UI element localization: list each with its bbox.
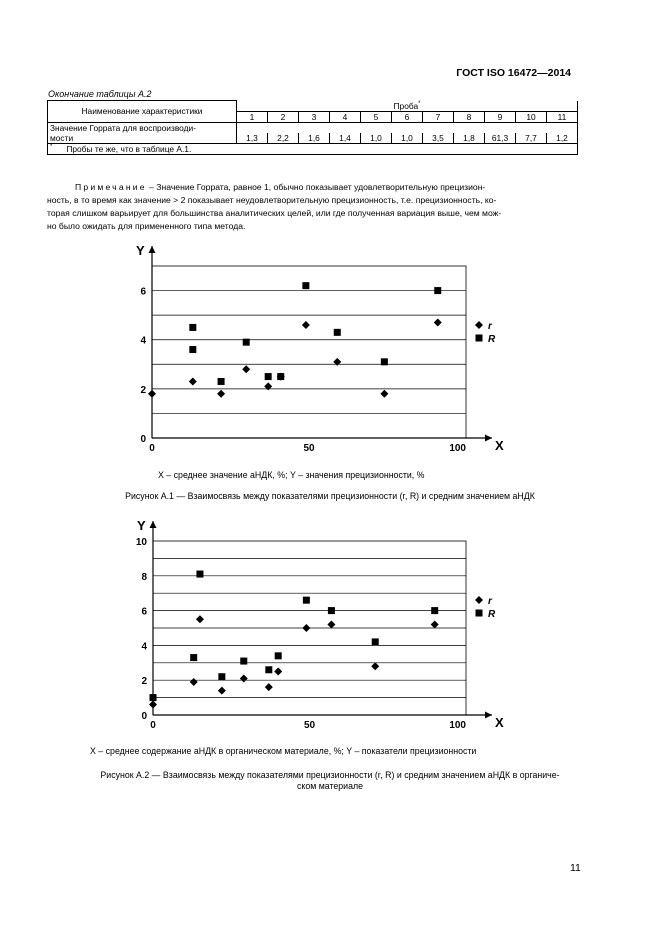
fig2-point-r	[431, 621, 439, 629]
fig2-point-r	[274, 668, 282, 676]
fig2-point-R	[218, 673, 225, 680]
table-value-9: 61,3	[485, 133, 516, 144]
fig1-xtick: 50	[303, 443, 315, 454]
fig2-point-R	[372, 638, 379, 645]
table-row-label-2: мости	[48, 133, 237, 144]
table-col-4: 4	[330, 111, 361, 122]
fig1-point-r	[434, 319, 442, 327]
fig1-xtick: 100	[449, 443, 466, 454]
table-value-4: 1,4	[330, 133, 361, 144]
table-value-3: 1,6	[299, 133, 330, 144]
table-value-5: 1,0	[361, 133, 392, 144]
fig2-xlabel: X	[495, 715, 504, 730]
fig2-xtick: 0	[150, 720, 156, 731]
table-col-1: 1	[237, 111, 268, 122]
note-paragraph: Примечание – Значение Горрата, равное 1, обычно показывает удовлетворительную прецизион- ность, в то время как значение > 2 показывает неудовлетворительную прецизионность, т.е. прецизионность, ко- торая слишком варьирует для большинства аналитических целей, или где полученная вариация выше, чем мож- но было ожидать для примененного типа метода.	[47, 182, 502, 231]
fig2-xtick: 50	[303, 720, 316, 731]
fig1-point-R	[434, 287, 441, 294]
fig1-point-r	[380, 390, 388, 398]
fig1-point-r	[189, 377, 197, 385]
fig2-plot-frame	[153, 541, 466, 715]
fig2-point-r	[240, 674, 248, 682]
fig1-point-R	[334, 329, 341, 336]
horrat-table	[47, 100, 578, 155]
fig1-y-arrow	[149, 246, 156, 253]
table-value-8: 1,8	[454, 133, 485, 144]
fig1-point-R	[218, 378, 225, 385]
fig2-point-R	[275, 652, 282, 659]
fig1-x-arrow	[485, 435, 492, 442]
fig2-point-r	[302, 624, 310, 632]
fig2-xtick: 100	[449, 720, 466, 731]
fig2-point-R	[196, 571, 203, 578]
note-label: Примечание	[75, 182, 147, 192]
fig2-point-r	[265, 683, 273, 691]
table-value-2: 2,2	[268, 133, 299, 144]
fig2-point-R	[431, 607, 438, 614]
fig1-ytick: 6	[140, 286, 146, 298]
fig2-ytick: 0	[141, 711, 147, 722]
fig2-y-arrow	[150, 521, 157, 528]
fig1-point-R	[302, 282, 309, 289]
fig2-x-arrow	[485, 712, 492, 719]
fig2-point-R	[303, 597, 310, 604]
fig1-ytick: 4	[140, 335, 146, 347]
fig1-point-R	[381, 358, 388, 365]
fig2-ytick: 2	[141, 676, 147, 688]
fig1-legend-marker-R	[476, 335, 483, 342]
fig2-point-r	[218, 687, 226, 695]
table-col-8: 8	[454, 111, 485, 122]
group-footnote-mark: *	[418, 100, 421, 107]
fig1-point-r	[333, 358, 341, 366]
fig2-point-R	[265, 666, 272, 673]
fig2-legend-label-r: r	[488, 596, 492, 607]
fig2-legend-marker-r	[475, 596, 483, 604]
fig1-legend-label-r: r	[488, 321, 492, 332]
table-col-5: 5	[361, 111, 392, 122]
fig2-point-r	[190, 678, 198, 686]
fig1-ylabel: Y	[136, 243, 145, 258]
fig1-point-R	[189, 346, 196, 353]
table-value-10: 7,7	[516, 133, 547, 144]
fig2-point-r	[196, 615, 204, 623]
table-col-3: 3	[299, 111, 330, 122]
fig2-ytick: 10	[135, 537, 147, 548]
fig1-point-r	[302, 321, 310, 329]
fig1-plot-frame	[152, 266, 466, 438]
figure-1-caption: Рисунок А.1 — Взаимосвязь между показателями прецизионности (r, R) и средним значением аНДК	[125, 491, 535, 501]
page-number: 11	[570, 862, 581, 874]
fig2-point-R	[240, 658, 247, 665]
fig2-ytick: 4	[141, 641, 147, 653]
fig1-legend-marker-r	[475, 321, 483, 329]
fig1-point-r	[242, 365, 250, 373]
table-col-10: 10	[516, 111, 547, 122]
table-value-6: 1,0	[392, 133, 423, 144]
table-value-1: 1,3	[237, 133, 268, 144]
fig1-point-R	[265, 373, 272, 380]
table-row-label-1: Значение Горрата для воспроизводи-	[48, 122, 237, 133]
fig1-point-R	[277, 373, 284, 380]
table-value-7: 3,5	[423, 133, 454, 144]
table-col-header: Наименование характеристики	[48, 101, 237, 123]
fig1-point-R	[243, 339, 250, 346]
fig1-xtick: 0	[149, 443, 155, 454]
fig2-point-R	[150, 694, 157, 701]
fig1-point-r	[148, 390, 156, 398]
fig1-legend-label-R: R	[488, 334, 496, 345]
fig2-point-r	[327, 621, 335, 629]
fig2-point-R	[190, 654, 197, 661]
table-footnote: * Пробы те же, что в таблице А.1.	[48, 143, 578, 154]
fig1-xlabel: X	[495, 438, 504, 453]
table-col-11: 11	[547, 111, 578, 122]
table-value-11: 1,2	[547, 133, 578, 144]
fig2-legend-label-R: R	[488, 609, 496, 620]
fig2-point-r	[149, 701, 157, 709]
table-group-header: Проба*	[237, 101, 578, 112]
fig2-legend-marker-R	[476, 610, 483, 617]
fig1-ytick: 0	[140, 434, 146, 445]
table-col-7: 7	[423, 111, 454, 122]
table-col-6: 6	[392, 111, 423, 122]
fig2-ytick: 6	[141, 606, 147, 618]
fig2-point-R	[328, 607, 335, 614]
figure-2-caption: Рисунок А.2 — Взаимосвязь между показателями прецизионности (r, R) и средним значением аНДК в органиче- ском материале	[100, 770, 560, 791]
fig1-ytick: 2	[140, 384, 146, 396]
standard-header: ГОСТ ISO 16472—2014	[456, 67, 571, 79]
fig1-point-R	[189, 324, 196, 331]
table-col-2: 2	[268, 111, 299, 122]
table-col-9: 9	[485, 111, 516, 122]
fig1-point-r	[264, 382, 272, 390]
fig2-ylabel: Y	[137, 518, 146, 533]
fig2-point-r	[371, 662, 379, 670]
figure-2-axis-caption: X – среднее содержание аНДК в органическом материале, %; Y – показатели прецизионности	[90, 746, 477, 756]
figure-1-axis-caption: X – среднее значение аНДК, %; Y – значения прецизионности, %	[158, 470, 425, 480]
fig1-point-r	[277, 373, 285, 381]
table-caption: Окончание таблицы А.2	[48, 89, 152, 99]
fig1-point-r	[217, 390, 225, 398]
fig2-ytick: 8	[141, 571, 147, 583]
